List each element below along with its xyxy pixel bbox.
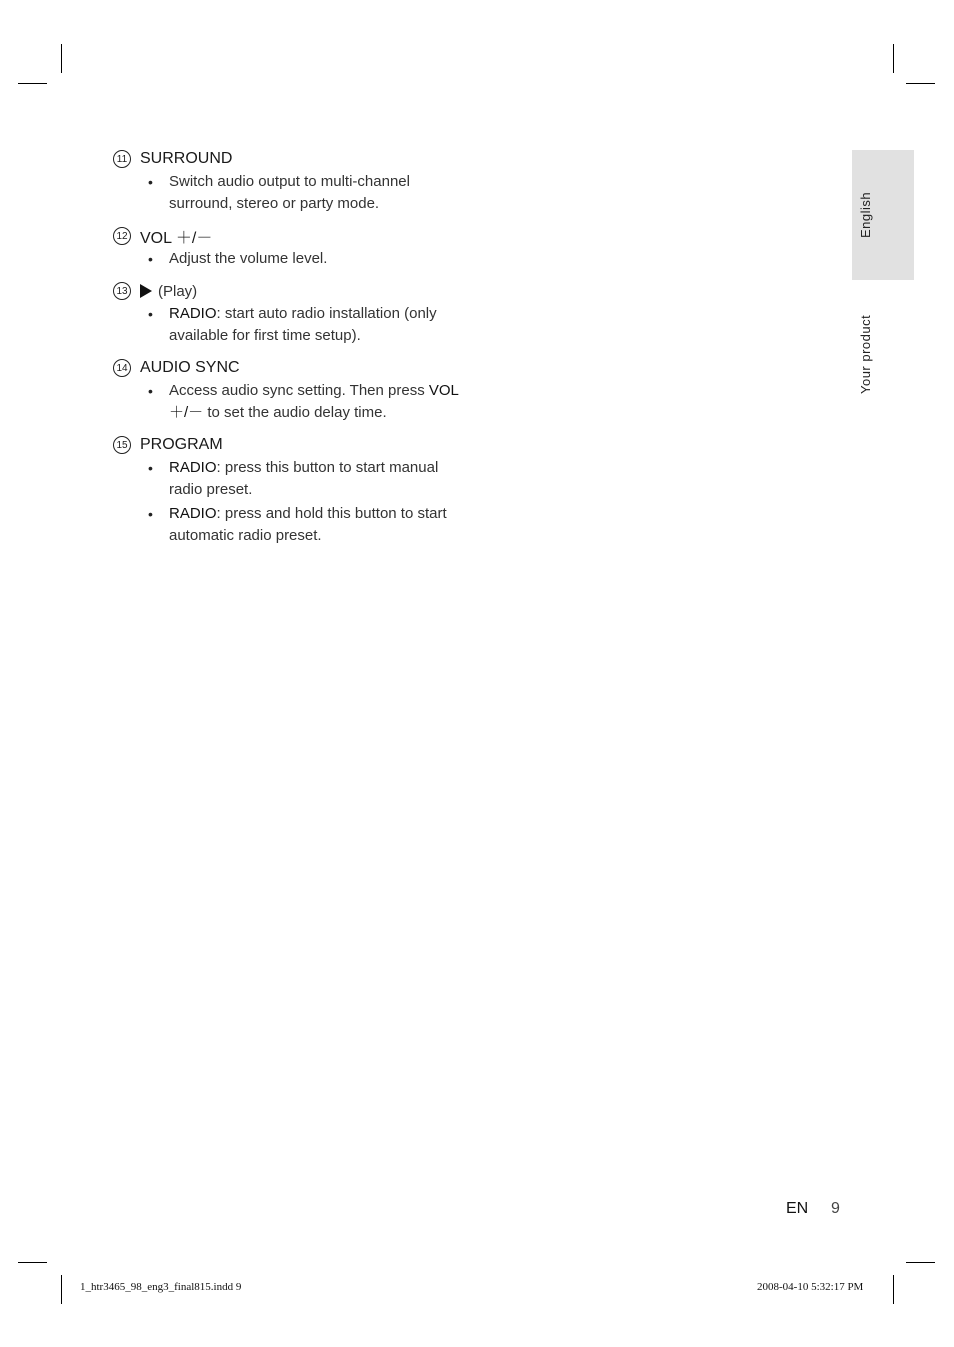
crop-mark	[61, 1275, 62, 1304]
crop-mark	[61, 44, 62, 73]
page-number: 9	[831, 1200, 840, 1217]
file-slug: 1_htr3465_98_eng3_final815.indd 9	[80, 1281, 242, 1293]
bullet: • Switch audio output to multi-channel surround, stereo or party mode.	[148, 173, 410, 212]
play-icon	[140, 284, 152, 298]
item-number: 13	[113, 282, 131, 300]
list-item	[113, 356, 473, 424]
item-number: 14	[113, 359, 131, 377]
button-descriptions	[113, 147, 473, 556]
bullet: • RADIO: press and hold this button to start automatic radio preset.	[148, 505, 447, 544]
language-label: English	[858, 191, 873, 238]
list-item	[113, 224, 473, 270]
bullet: • RADIO: press this button to start manual radio preset.	[148, 459, 439, 498]
language-code: EN	[786, 1200, 809, 1217]
crop-mark	[893, 44, 894, 73]
item-number: 12	[113, 227, 131, 245]
crop-mark	[893, 1275, 894, 1304]
bullet: • Access audio sync setting. Then press VOL ＋/－ to set the audio delay time.	[148, 382, 459, 421]
section-label: Your product	[858, 314, 873, 394]
item-label: AUDIO SYNC	[140, 359, 240, 376]
list-item	[113, 433, 473, 547]
list-item	[113, 279, 473, 347]
list-item	[113, 147, 473, 215]
item-label: PROGRAM	[140, 436, 223, 453]
crop-mark	[18, 1262, 47, 1263]
item-label: SURROUND	[140, 150, 233, 167]
item-label: (Play)	[158, 282, 198, 300]
crop-mark	[18, 83, 47, 84]
bullet: • RADIO: start auto radio installation (only available for first time setup).	[148, 305, 437, 344]
item-number: 11	[113, 150, 131, 168]
crop-mark	[906, 83, 935, 84]
crop-mark	[906, 1262, 935, 1263]
item-label: VOL ＋/－	[140, 229, 213, 247]
item-number: 15	[113, 436, 131, 454]
bullet: • Adjust the volume level.	[148, 250, 328, 267]
print-timestamp: 2008-04-10 5:32:17 PM	[757, 1281, 864, 1293]
